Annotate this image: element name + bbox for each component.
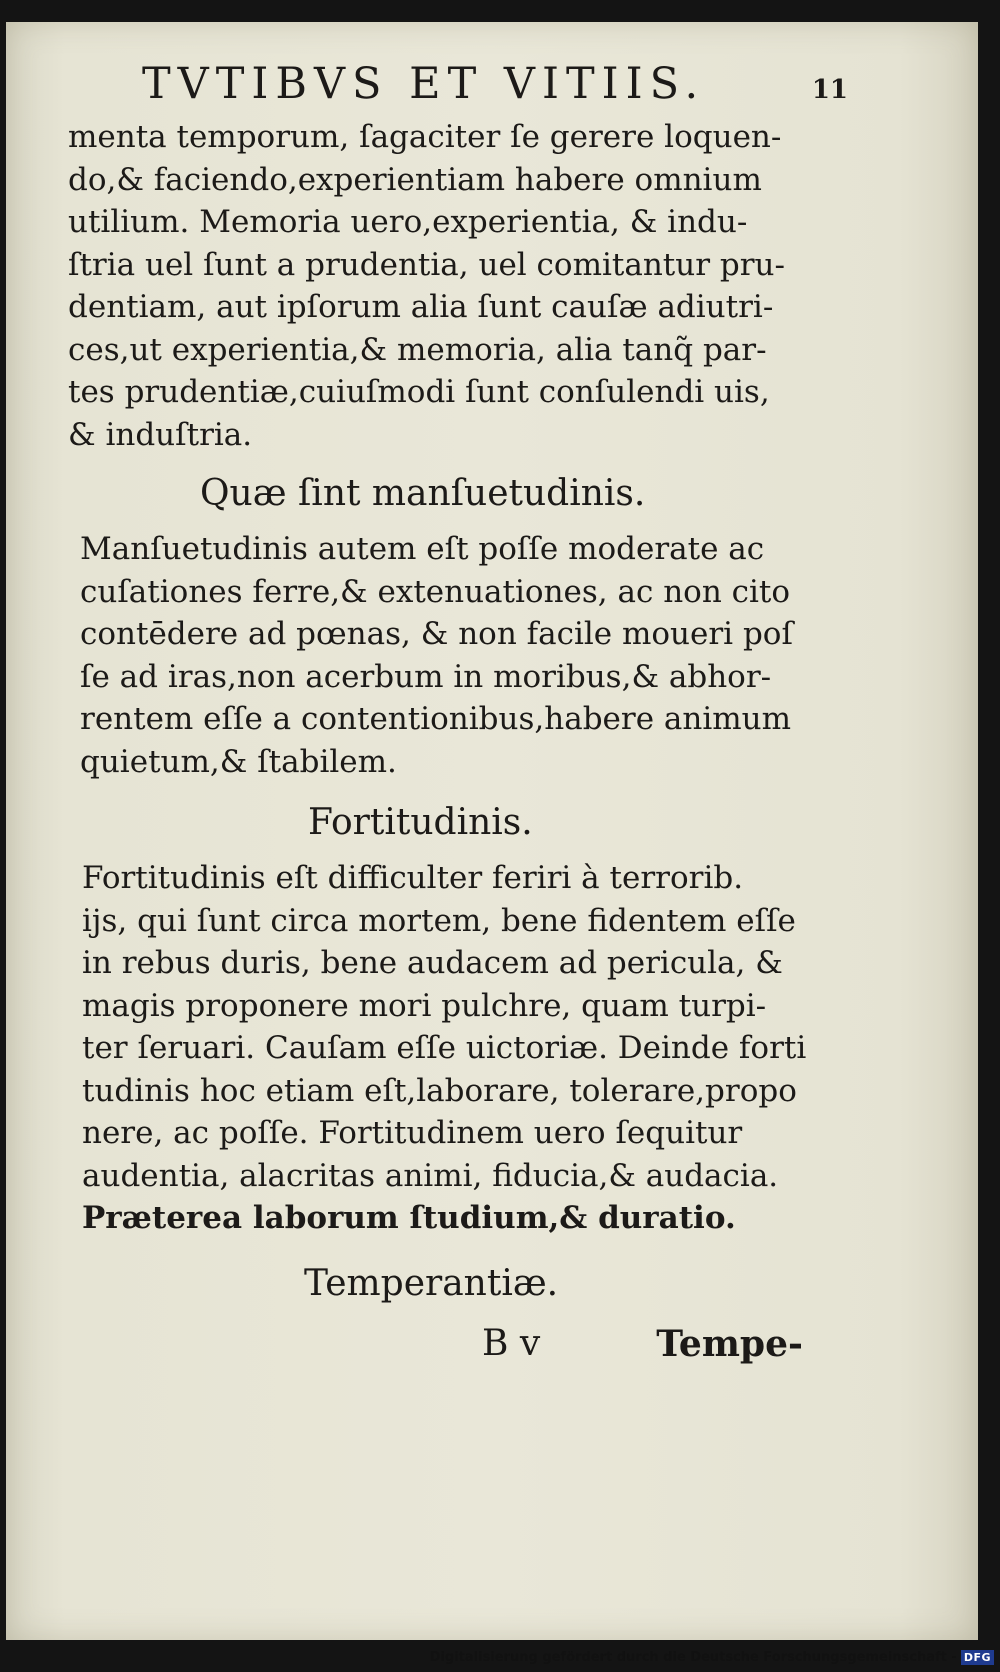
digitization-credit bbox=[430, 1646, 994, 1668]
text-line: Præterea laborum ſtudium,& duratio. bbox=[82, 1200, 736, 1236]
section-heading-mansuetudinis: Quæ ſint manſuetudinis. bbox=[200, 473, 646, 514]
text-line: & induſtria. bbox=[68, 416, 253, 453]
text-line: quietum,& ſtabilem. bbox=[80, 743, 397, 780]
text-line: menta temporum, ſagaciter ſe gerere loquen- bbox=[68, 119, 782, 155]
text-line: Fortitudinis eſt difficulter feriri à terrorib. bbox=[82, 860, 744, 896]
text-line: contēdere ad pœnas, & non facile moueri poſ bbox=[80, 616, 793, 652]
text-line: ſtria uel ſunt a prudentia, uel comitantur pru- bbox=[68, 246, 785, 283]
paragraph-mansuetudinis bbox=[68, 528, 848, 783]
text-line: tes prudentiæ,cuiuſmodi ſunt conſulendi uis, bbox=[68, 374, 770, 410]
section-heading-temperantiae: Temperantiæ. bbox=[304, 1262, 559, 1304]
text-line: do,& faciendo,experientiam habere omnium bbox=[68, 161, 762, 198]
text-line: in rebus duris, bene audacem ad pericula, & bbox=[82, 945, 783, 981]
paragraph-intro bbox=[68, 116, 848, 456]
text-line: Manſuetudinis autem eſt poſſe moderate ac bbox=[80, 531, 765, 567]
text-line: dentiam, aut ipſorum alia ſunt cauſæ adiutri- bbox=[68, 289, 774, 325]
page-footer bbox=[68, 1318, 848, 1370]
section-heading-fortitudinis: Fortitudinis. bbox=[308, 802, 533, 843]
page-number: 11 bbox=[811, 75, 848, 105]
text-line: tudinis hoc etiam eſt,laborare, tolerare,propo bbox=[82, 1072, 797, 1109]
text-line: ijs, qui ſunt circa mortem, bene fidentem eſſe bbox=[82, 902, 796, 939]
running-head bbox=[68, 58, 848, 116]
text-line: ces,ut experientia,& memoria, alia tanq̃ par- bbox=[68, 331, 767, 368]
book-page bbox=[6, 22, 978, 1640]
page-text bbox=[68, 58, 848, 1370]
text-line: magis proponere mori pulchre, quam turpi- bbox=[82, 987, 767, 1024]
text-line: utilium. Memoria uero,experientia, & indu- bbox=[68, 204, 748, 240]
text-line: ter ſeruari. Cauſam eſſe uictoriæ. Deinde forti bbox=[82, 1030, 807, 1066]
signature-mark: B v bbox=[482, 1322, 541, 1364]
text-line: audentia, alacritas animi, fiducia,& audacia. bbox=[82, 1157, 779, 1194]
credit-text: Digitalisierung gefördert durch die Deutsche Forschungsgemeinschaft - bbox=[429, 1649, 957, 1665]
paragraph-fortitudinis bbox=[68, 857, 848, 1240]
text-line: cuſationes ferre,& extenuationes, ac non cito bbox=[80, 573, 791, 610]
text-line: nere, ac poſſe. Fortitudinem uero ſequitur bbox=[82, 1115, 743, 1151]
text-line: rentem eſſe a contentionibus,habere animum bbox=[80, 701, 792, 737]
running-head-title: TVTIBVS ET VITIIS. bbox=[142, 59, 706, 109]
dfg-logo: DFG bbox=[961, 1650, 994, 1665]
text-line: ſe ad iras,non acerbum in moribus,& abhor- bbox=[80, 658, 772, 695]
catchword: Tempe- bbox=[656, 1322, 803, 1365]
